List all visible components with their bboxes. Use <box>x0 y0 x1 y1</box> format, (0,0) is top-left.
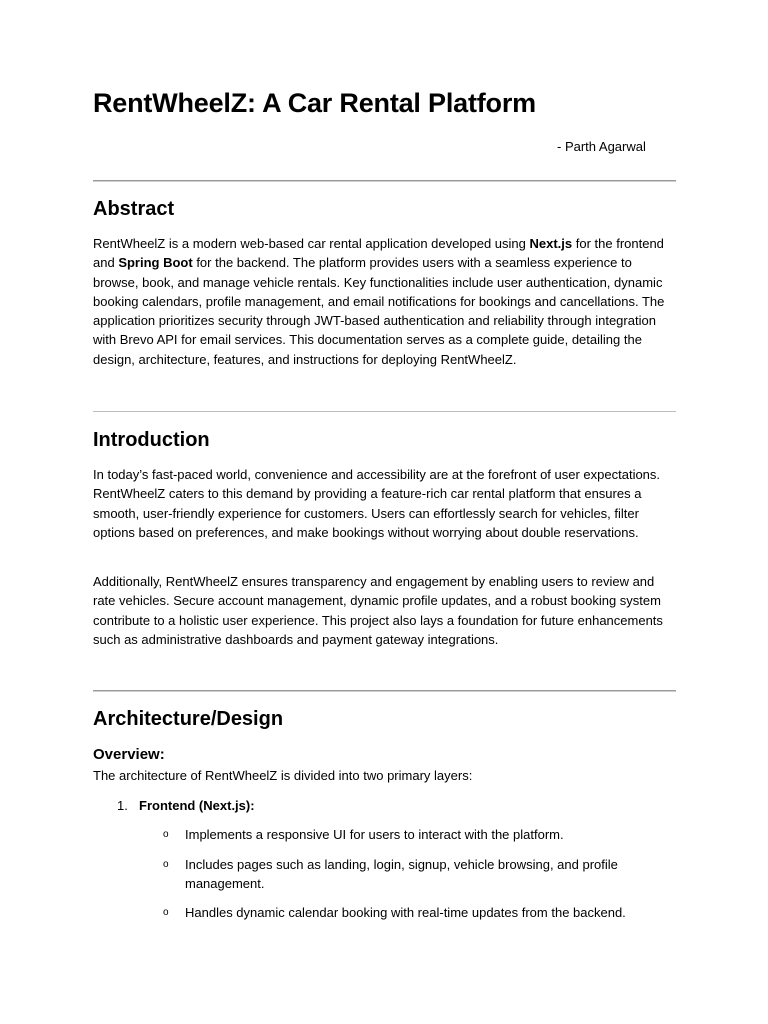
document-title: RentWheelZ: A Car Rental Platform <box>93 88 536 118</box>
overview-subheading: Overview: <box>93 746 165 763</box>
bullet-text: Implements a responsive UI for users to interact with the platform. <box>185 827 564 842</box>
abstract-text-1: RentWheelZ is a modern web-based car rental application developed using <box>93 236 530 251</box>
architecture-heading: Architecture/Design <box>93 708 284 730</box>
numbered-item-frontend <box>117 798 255 813</box>
section-divider <box>93 411 676 412</box>
abstract-bold-springboot: Spring Boot <box>118 255 193 271</box>
section-divider <box>93 180 676 182</box>
section-divider <box>93 690 676 692</box>
bullet-item <box>163 855 663 894</box>
bullet-circle-icon: o <box>163 829 169 840</box>
bullet-item <box>163 903 663 922</box>
bullet-circle-icon: o <box>163 859 169 870</box>
abstract-heading: Abstract <box>93 198 175 220</box>
introduction-heading: Introduction <box>93 429 210 451</box>
item-label: Frontend (Next.js): <box>139 798 255 813</box>
bullet-circle-icon: o <box>163 907 169 918</box>
abstract-bold-nextjs: Next.js <box>529 236 573 251</box>
introduction-paragraph-2: Additionally, RentWheelZ ensures transparency and engagement by enabling users to review and rate vehicles. Secure account management, dynamic profile updates, and a robust booking system contribute to a holistic user experience. This project also lays a foundation for future enhancements such as administrative dashboards and payment gateway integrations. <box>93 574 663 647</box>
abstract-text-2: for the frontend and <box>93 236 664 271</box>
author-line: - Parth Agarwal <box>557 139 646 154</box>
abstract-text-3: for the backend. The platform provides users with a seamless experience to browse, book, and manage vehicle rentals. Key functionalities include user authentication, dynamic booking calendars, profile management, and email notifications for bookings and cancellations. The application prioritizes security through JWT-based authentication and reliability through integration with Brevo API for email services. This documentation serves as a complete guide, detailing the design, architecture, features, and instructions for deploying RentWheelZ. <box>93 255 665 367</box>
bullet-item <box>163 825 663 844</box>
bullet-text: Includes pages such as landing, login, signup, vehicle browsing, and profile management. <box>185 857 618 892</box>
overview-text: The architecture of RentWheelZ is divided into two primary layers: <box>93 768 473 783</box>
abstract-paragraph <box>93 234 676 369</box>
bullet-text: Handles dynamic calendar booking with real-time updates from the backend. <box>185 905 626 920</box>
item-number: 1. <box>117 798 128 813</box>
introduction-paragraph-1: In today’s fast-paced world, convenience and accessibility are at the forefront of user expectations. RentWheelZ caters to this demand by providing a feature-rich car rental platform that ensures a smooth, user-friendly experience for customers. Users can effortlessly search for vehicles, filter options based on preferences, and make bookings without worrying about double reservations. <box>93 467 661 540</box>
